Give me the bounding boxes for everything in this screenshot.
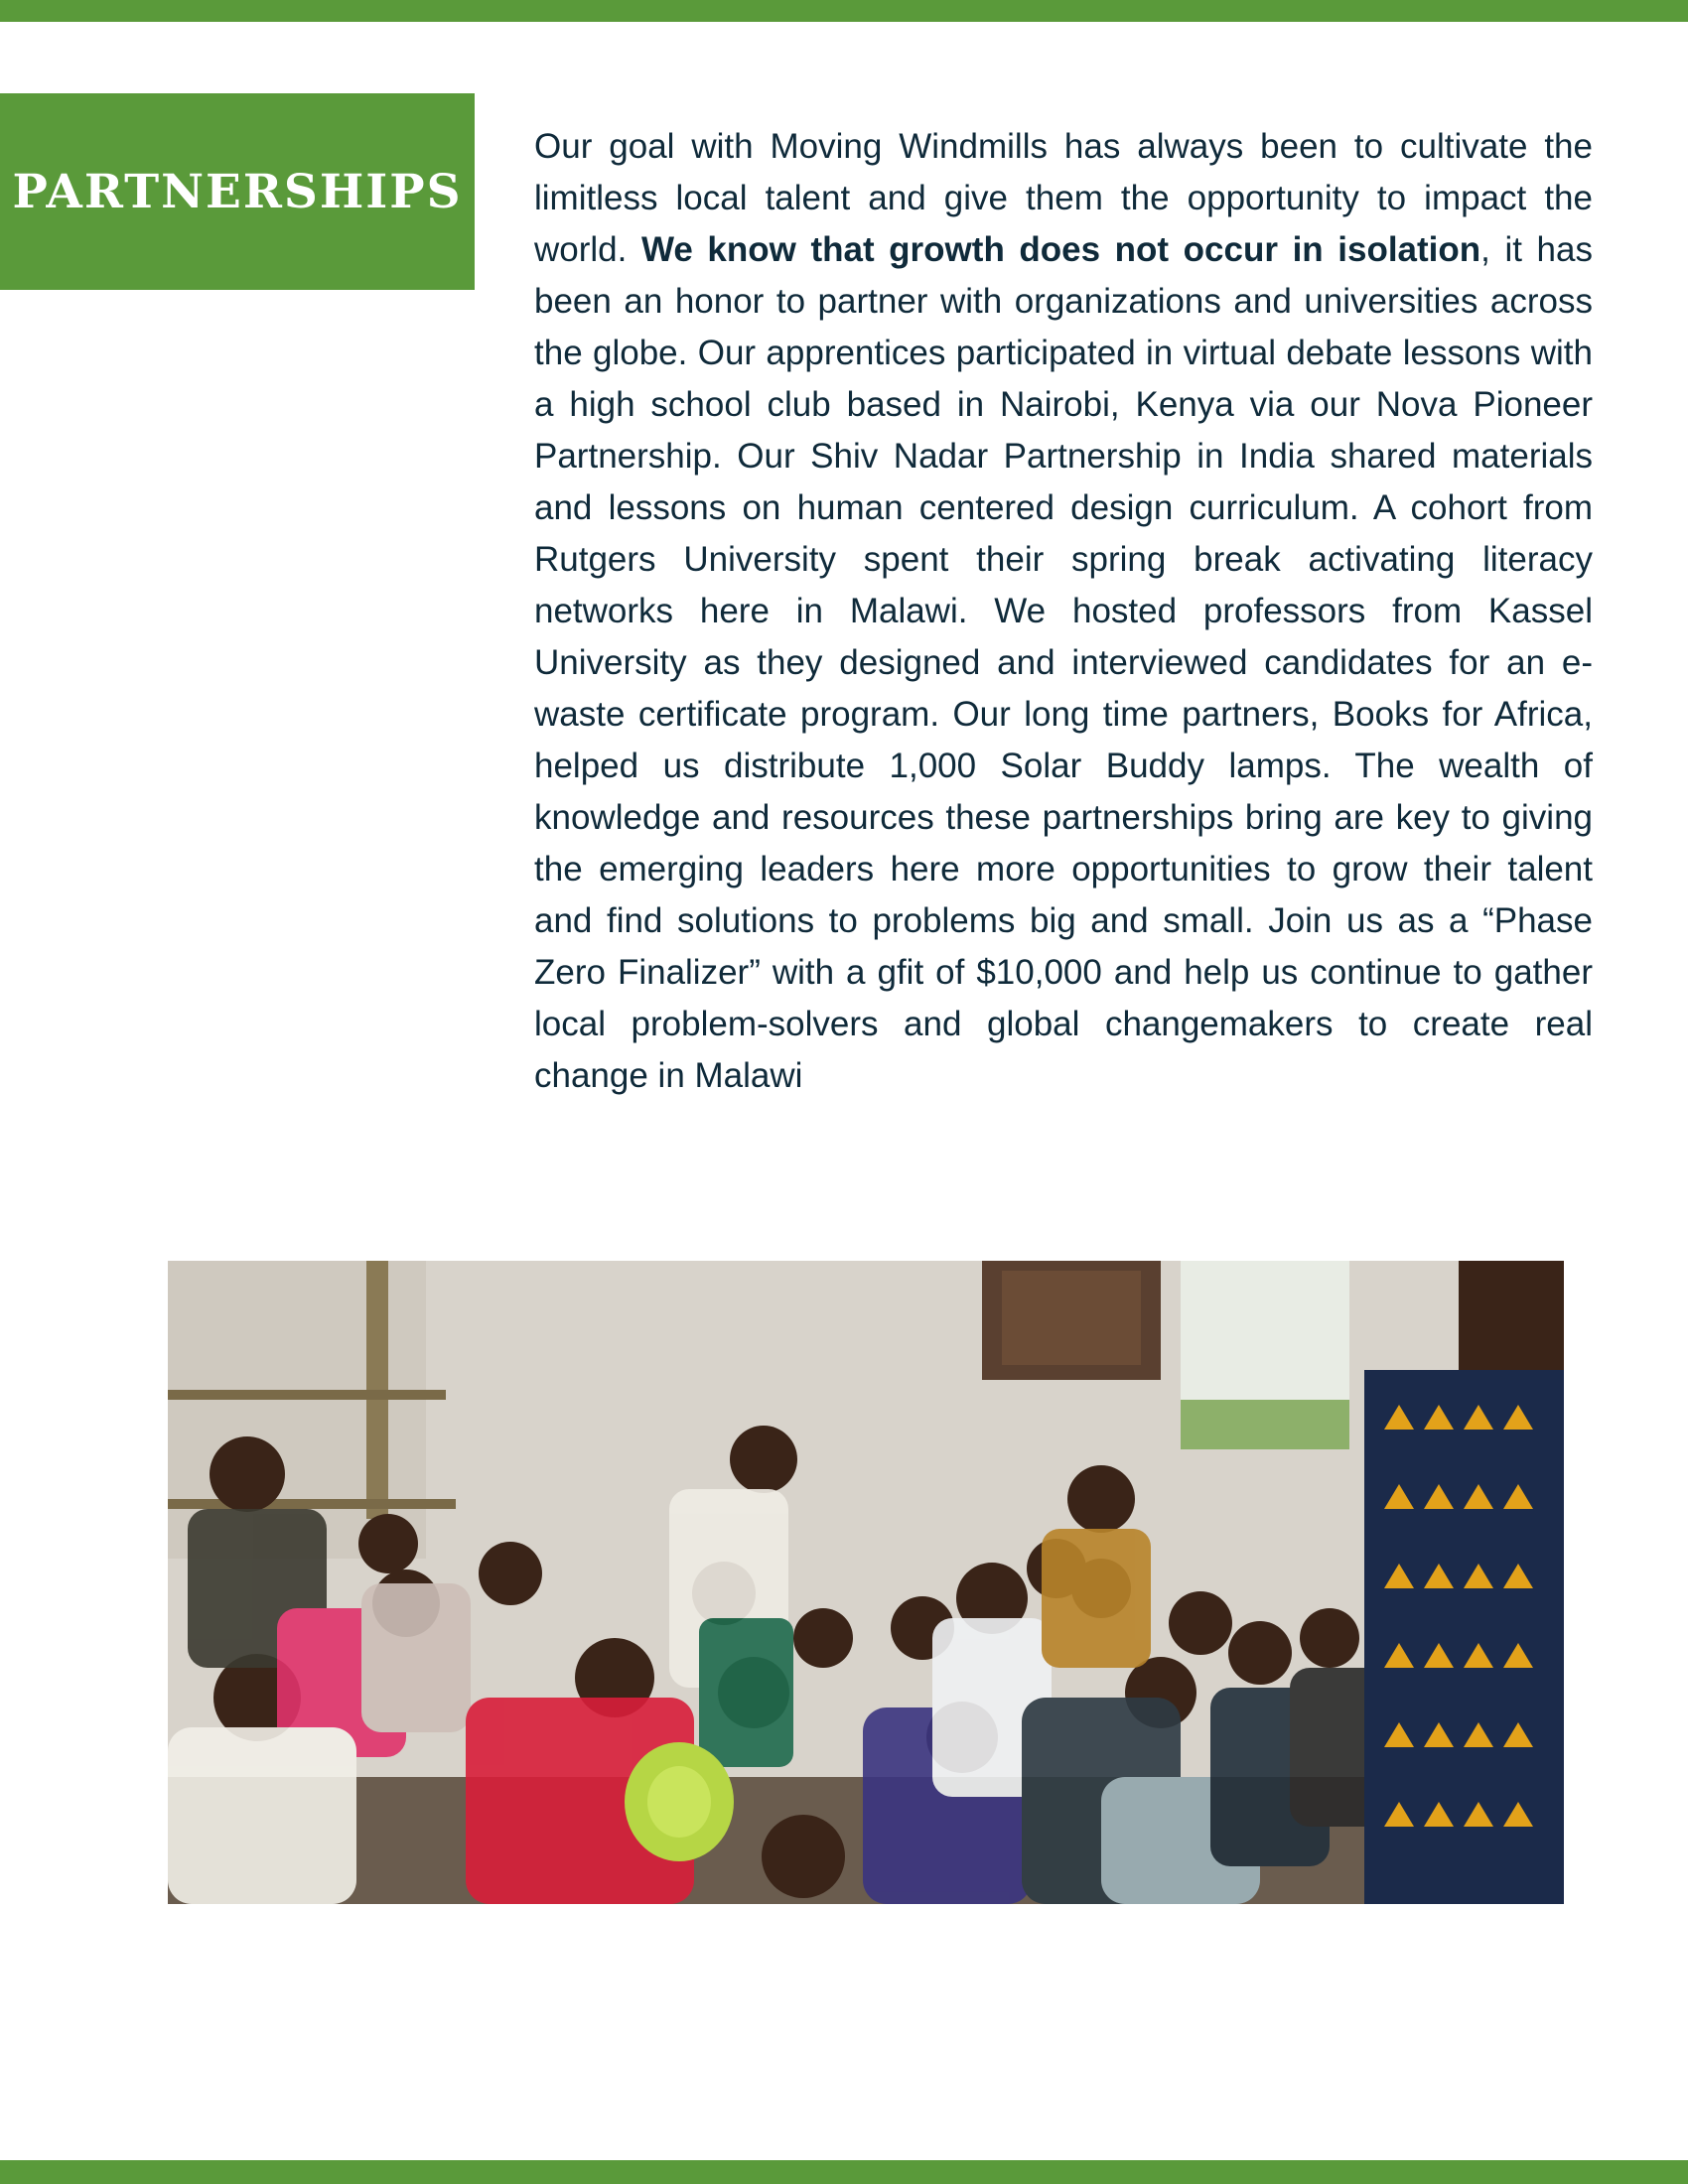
body-rest: , it has been an honor to partner with organizations and universities across the globe. Our apprentices participated in virtual debate lessons with a high school club based in Nairobi, Kenya via our Nova Pioneer Partnership. Our Shiv Nadar Partnership in India shared materials and lessons on human centered design curriculum. A cohort from Rutgers University spent their spring break activating literacy networks here in Malawi. We hosted professors from Kassel University as they designed and interviewed candidates for an e-waste certificate program. Our long time partners, Books for Africa, helped us distribute 1,000 Solar Buddy lamps. The wealth of knowledge and resources these partnerships bring are key to giving the emerging leaders here more opportunities to grow their talent and find solutions to problems big and small. Join us as a “Phase Zero Finalizer” with a gfit of $10,000 and help us continue to gather local problem-solvers and global changemakers to create real change in Malawi [534, 230, 1593, 1095]
children-reading-photo [168, 1261, 1564, 1904]
body-emphasis: We know that growth does not occur in isolation [640, 230, 1481, 269]
section-title: PARTNERSHIPS [12, 164, 463, 219]
body-paragraph [534, 121, 1593, 1102]
bottom-accent-band [0, 2160, 1688, 2184]
body-intro: Our goal with Moving Windmills has always been to cultivate the limitless local talent and give them the opportunity to impact the world. [534, 127, 1593, 269]
top-accent-band [0, 0, 1688, 22]
section-title-box [0, 93, 475, 290]
